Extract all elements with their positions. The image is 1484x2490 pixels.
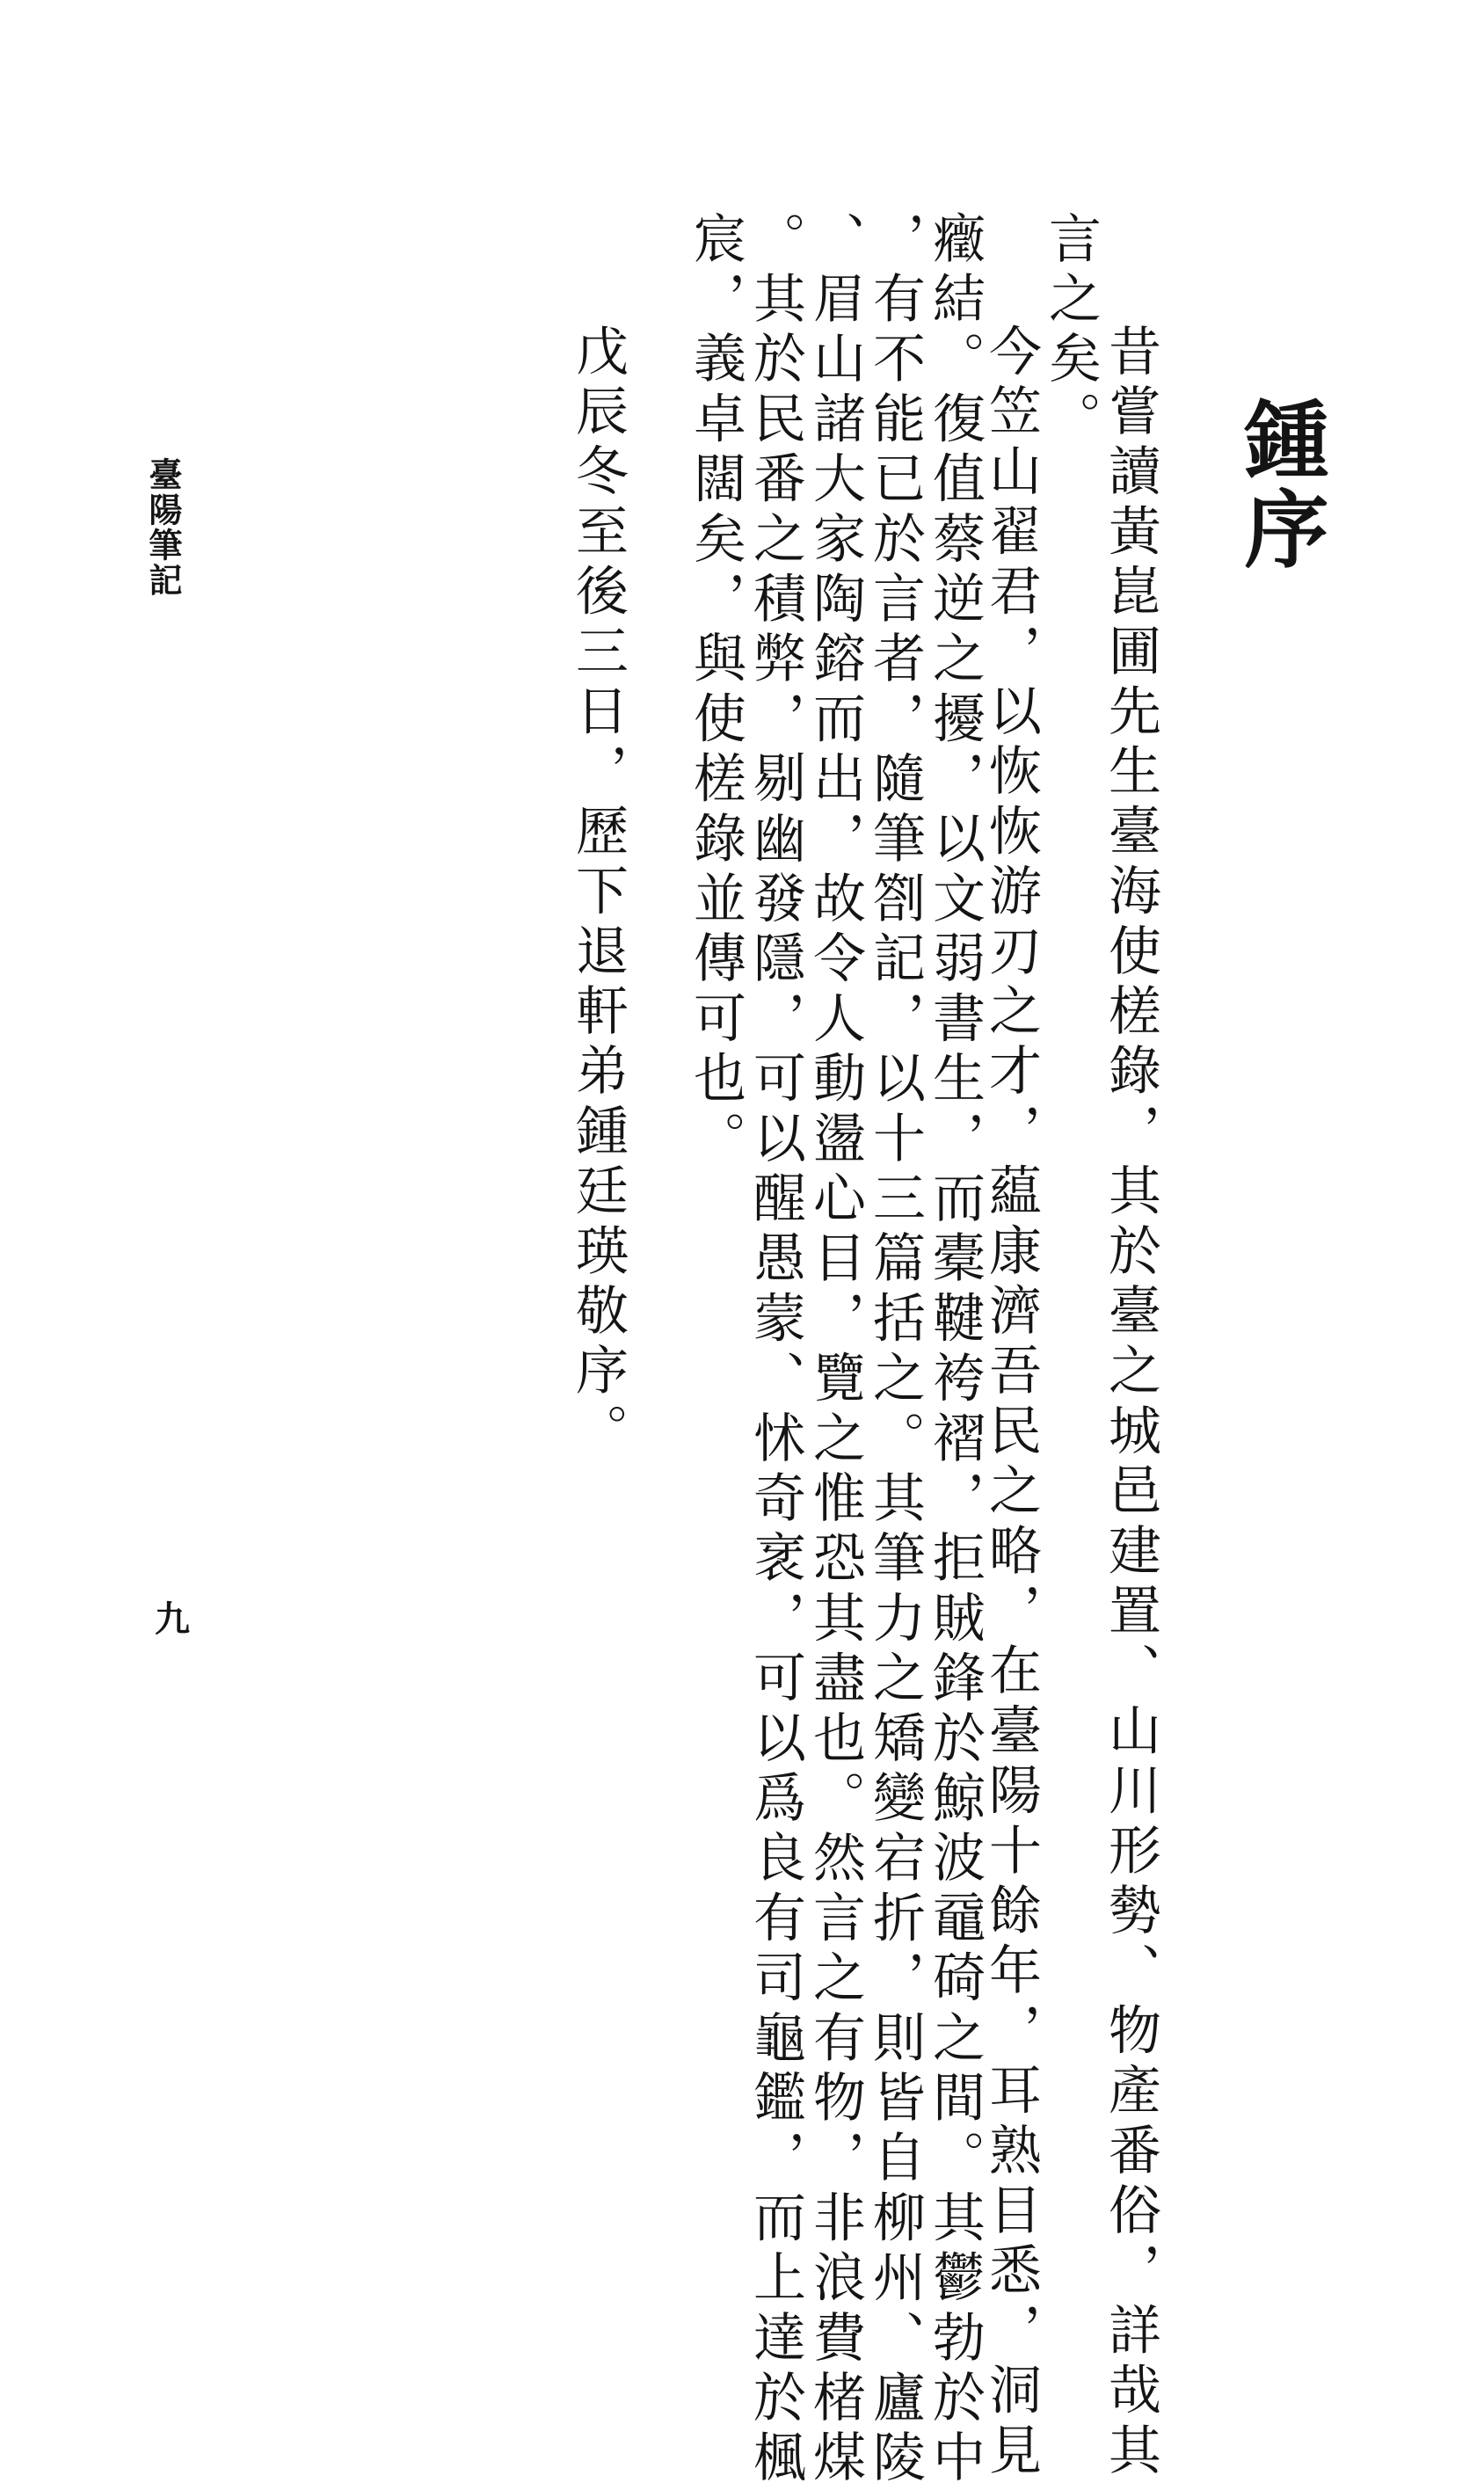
running-head: 臺陽筆記 [143, 457, 183, 598]
page-number: 九 [155, 1598, 190, 1640]
text-column: 言之矣。 [1040, 211, 1102, 451]
text-column: 癥結。復值蔡逆之擾，以文弱書生，而橐鞬袴褶，拒賊鋒於鯨波黿碕之間。其鬱勃於中 [924, 211, 986, 2490]
text-column: 、眉山諸大家陶鎔而出，故令人動盪心目，覽之惟恐其盡也。然言之有物，非浪費楮煤 [804, 211, 866, 2490]
text-column: 宸，義卓闊矣，與使槎錄並傳可也。 [685, 211, 746, 1171]
text-column: 今笠山翟君，以恢恢游刃之才，藴康濟吾民之略，在臺陽十餘年，耳熟目悉，洞見 [980, 324, 1042, 2483]
signature-column: 戊辰冬至後三日，歷下退軒弟鍾廷瑛敬序。 [567, 324, 629, 1463]
text-column: 。其於民番之積弊，剔幽發隱，可以醒愚蒙、怵奇衺，可以爲良有司龜鑑，而上達於楓 [745, 211, 806, 2490]
preface-title: 鍾序 [1231, 396, 1330, 575]
text-column: ，有不能已於言者，隨筆劄記，以十三篇括之。其筆力之矯變宕折，則皆自柳州、廬陵 [864, 211, 926, 2490]
text-column: 昔嘗讀黃崑圃先生臺海使槎錄，其於臺之城邑建置、山川形勢、物產番俗，詳哉其 [1100, 324, 1161, 2483]
